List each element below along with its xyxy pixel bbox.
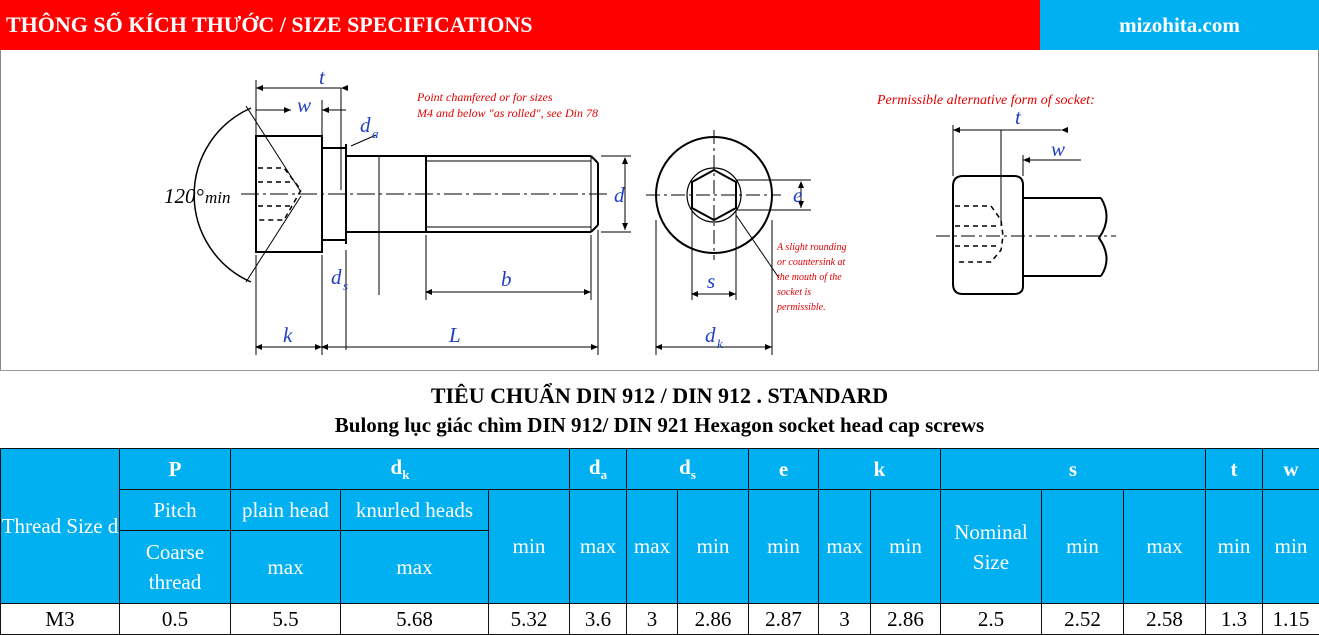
cell-s-min: 2.52: [1042, 604, 1124, 635]
cell-dk-knurled-max: 5.68: [341, 604, 489, 635]
cell-s-nominal: 2.5: [941, 604, 1042, 635]
label-dk-sub: k: [717, 336, 723, 351]
header-knurled-max: max: [341, 531, 489, 604]
note-alt-form: Permissible alternative form of socket:: [876, 93, 1095, 108]
label-w-alt: w: [1051, 137, 1065, 161]
label-d: d: [614, 183, 625, 207]
technical-drawing: [0, 50, 1319, 370]
header-k-min: min: [871, 490, 941, 604]
cell-s-max: 2.58: [1124, 604, 1206, 635]
note-rounding-4: socket is: [777, 287, 811, 298]
standard-title: TIÊU CHUẨN DIN 912 / DIN 912 . STANDARD: [0, 383, 1319, 409]
header-dk-min: min: [489, 490, 570, 604]
cell-da-max: 3.6: [570, 604, 627, 635]
cell-k-max: 3: [819, 604, 871, 635]
header-e: e: [749, 449, 819, 490]
header-s: s: [941, 449, 1206, 490]
header-P: P: [120, 449, 231, 490]
header-ds: $d_s$: [627, 449, 749, 490]
header-dk: $d_k$: [231, 449, 570, 490]
label-t: t: [319, 65, 326, 89]
header-w-min: min: [1263, 490, 1319, 604]
label-t-alt: t: [1015, 105, 1022, 129]
label-ds-sub: s: [343, 278, 348, 293]
screw-side-view: [194, 106, 611, 282]
label-dk: d: [705, 323, 716, 347]
alternative-socket-view: [953, 176, 1107, 294]
header-knurled-heads: knurled heads: [341, 490, 489, 531]
note-chamfer-2: M4 and below "as rolled", see Din 78: [416, 106, 598, 120]
header-e-min: min: [749, 490, 819, 604]
table-header-row-1: [1, 449, 1319, 490]
label-b: b: [501, 267, 512, 291]
label-L: L: [448, 323, 461, 347]
label-da-sub: a: [372, 126, 379, 141]
header-k-max: max: [819, 490, 871, 604]
note-rounding-1: A slight rounding: [776, 242, 846, 253]
header-s-max: max: [1124, 490, 1206, 604]
site-link[interactable]: mizohita.com: [1040, 0, 1319, 50]
note-rounding-2: or countersink at: [777, 257, 846, 268]
header-da: $d_a$: [570, 449, 627, 490]
label-angle-min: min: [205, 188, 231, 207]
header-plain-head: plain head: [231, 490, 341, 531]
label-angle: 120°: [164, 184, 205, 208]
header-plain-max: max: [231, 531, 341, 604]
table-header-row-2: [1, 490, 1319, 531]
header-t: t: [1206, 449, 1263, 490]
cell-ds-min: 2.86: [678, 604, 749, 635]
cell-pitch: 0.5: [120, 604, 231, 635]
header-thread-size: Thread Size d: [1, 449, 120, 604]
table-row: [1, 604, 1319, 635]
header-s-nominal: Nominal Size: [941, 490, 1042, 604]
label-s: s: [707, 269, 715, 293]
note-rounding-5: permissible.: [776, 302, 826, 313]
header-w: w: [1263, 449, 1319, 490]
cell-w-min: 1.15: [1263, 604, 1319, 635]
header-title: THÔNG SỐ KÍCH THƯỚC / SIZE SPECIFICATIONS: [0, 0, 1040, 50]
header-coarse-thread: Coarse thread: [120, 531, 231, 604]
label-w: w: [297, 93, 311, 117]
cell-dk-plain-max: 5.5: [231, 604, 341, 635]
cell-ds-max: 3: [627, 604, 678, 635]
cell-thread: M3: [1, 604, 120, 635]
spec-table: [0, 448, 1319, 635]
cell-e-min: 2.87: [749, 604, 819, 635]
product-description: Bulong lục giác chìm DIN 912/ DIN 921 Hexagon socket head cap screws: [0, 413, 1319, 438]
header-da-max: max: [570, 490, 627, 604]
header-pitch: Pitch: [120, 490, 231, 531]
header-k: k: [819, 449, 941, 490]
note-chamfer-1: Point chamfered or for sizes: [416, 90, 553, 104]
header-ds-min: min: [678, 490, 749, 604]
title-block: [0, 370, 1319, 448]
header-s-min: min: [1042, 490, 1124, 604]
label-k: k: [283, 323, 293, 347]
cell-t-min: 1.3: [1206, 604, 1263, 635]
header-ds-max: max: [627, 490, 678, 604]
note-rounding-3: the mouth of the: [777, 272, 842, 283]
cell-k-min: 2.86: [871, 604, 941, 635]
label-e: e: [793, 183, 802, 207]
label-da: d: [360, 113, 371, 137]
page-header: [0, 0, 1319, 50]
label-ds: d: [331, 265, 342, 289]
cell-dk-min: 5.32: [489, 604, 570, 635]
screw-diagram: [1, 50, 1318, 370]
header-t-min: min: [1206, 490, 1263, 604]
